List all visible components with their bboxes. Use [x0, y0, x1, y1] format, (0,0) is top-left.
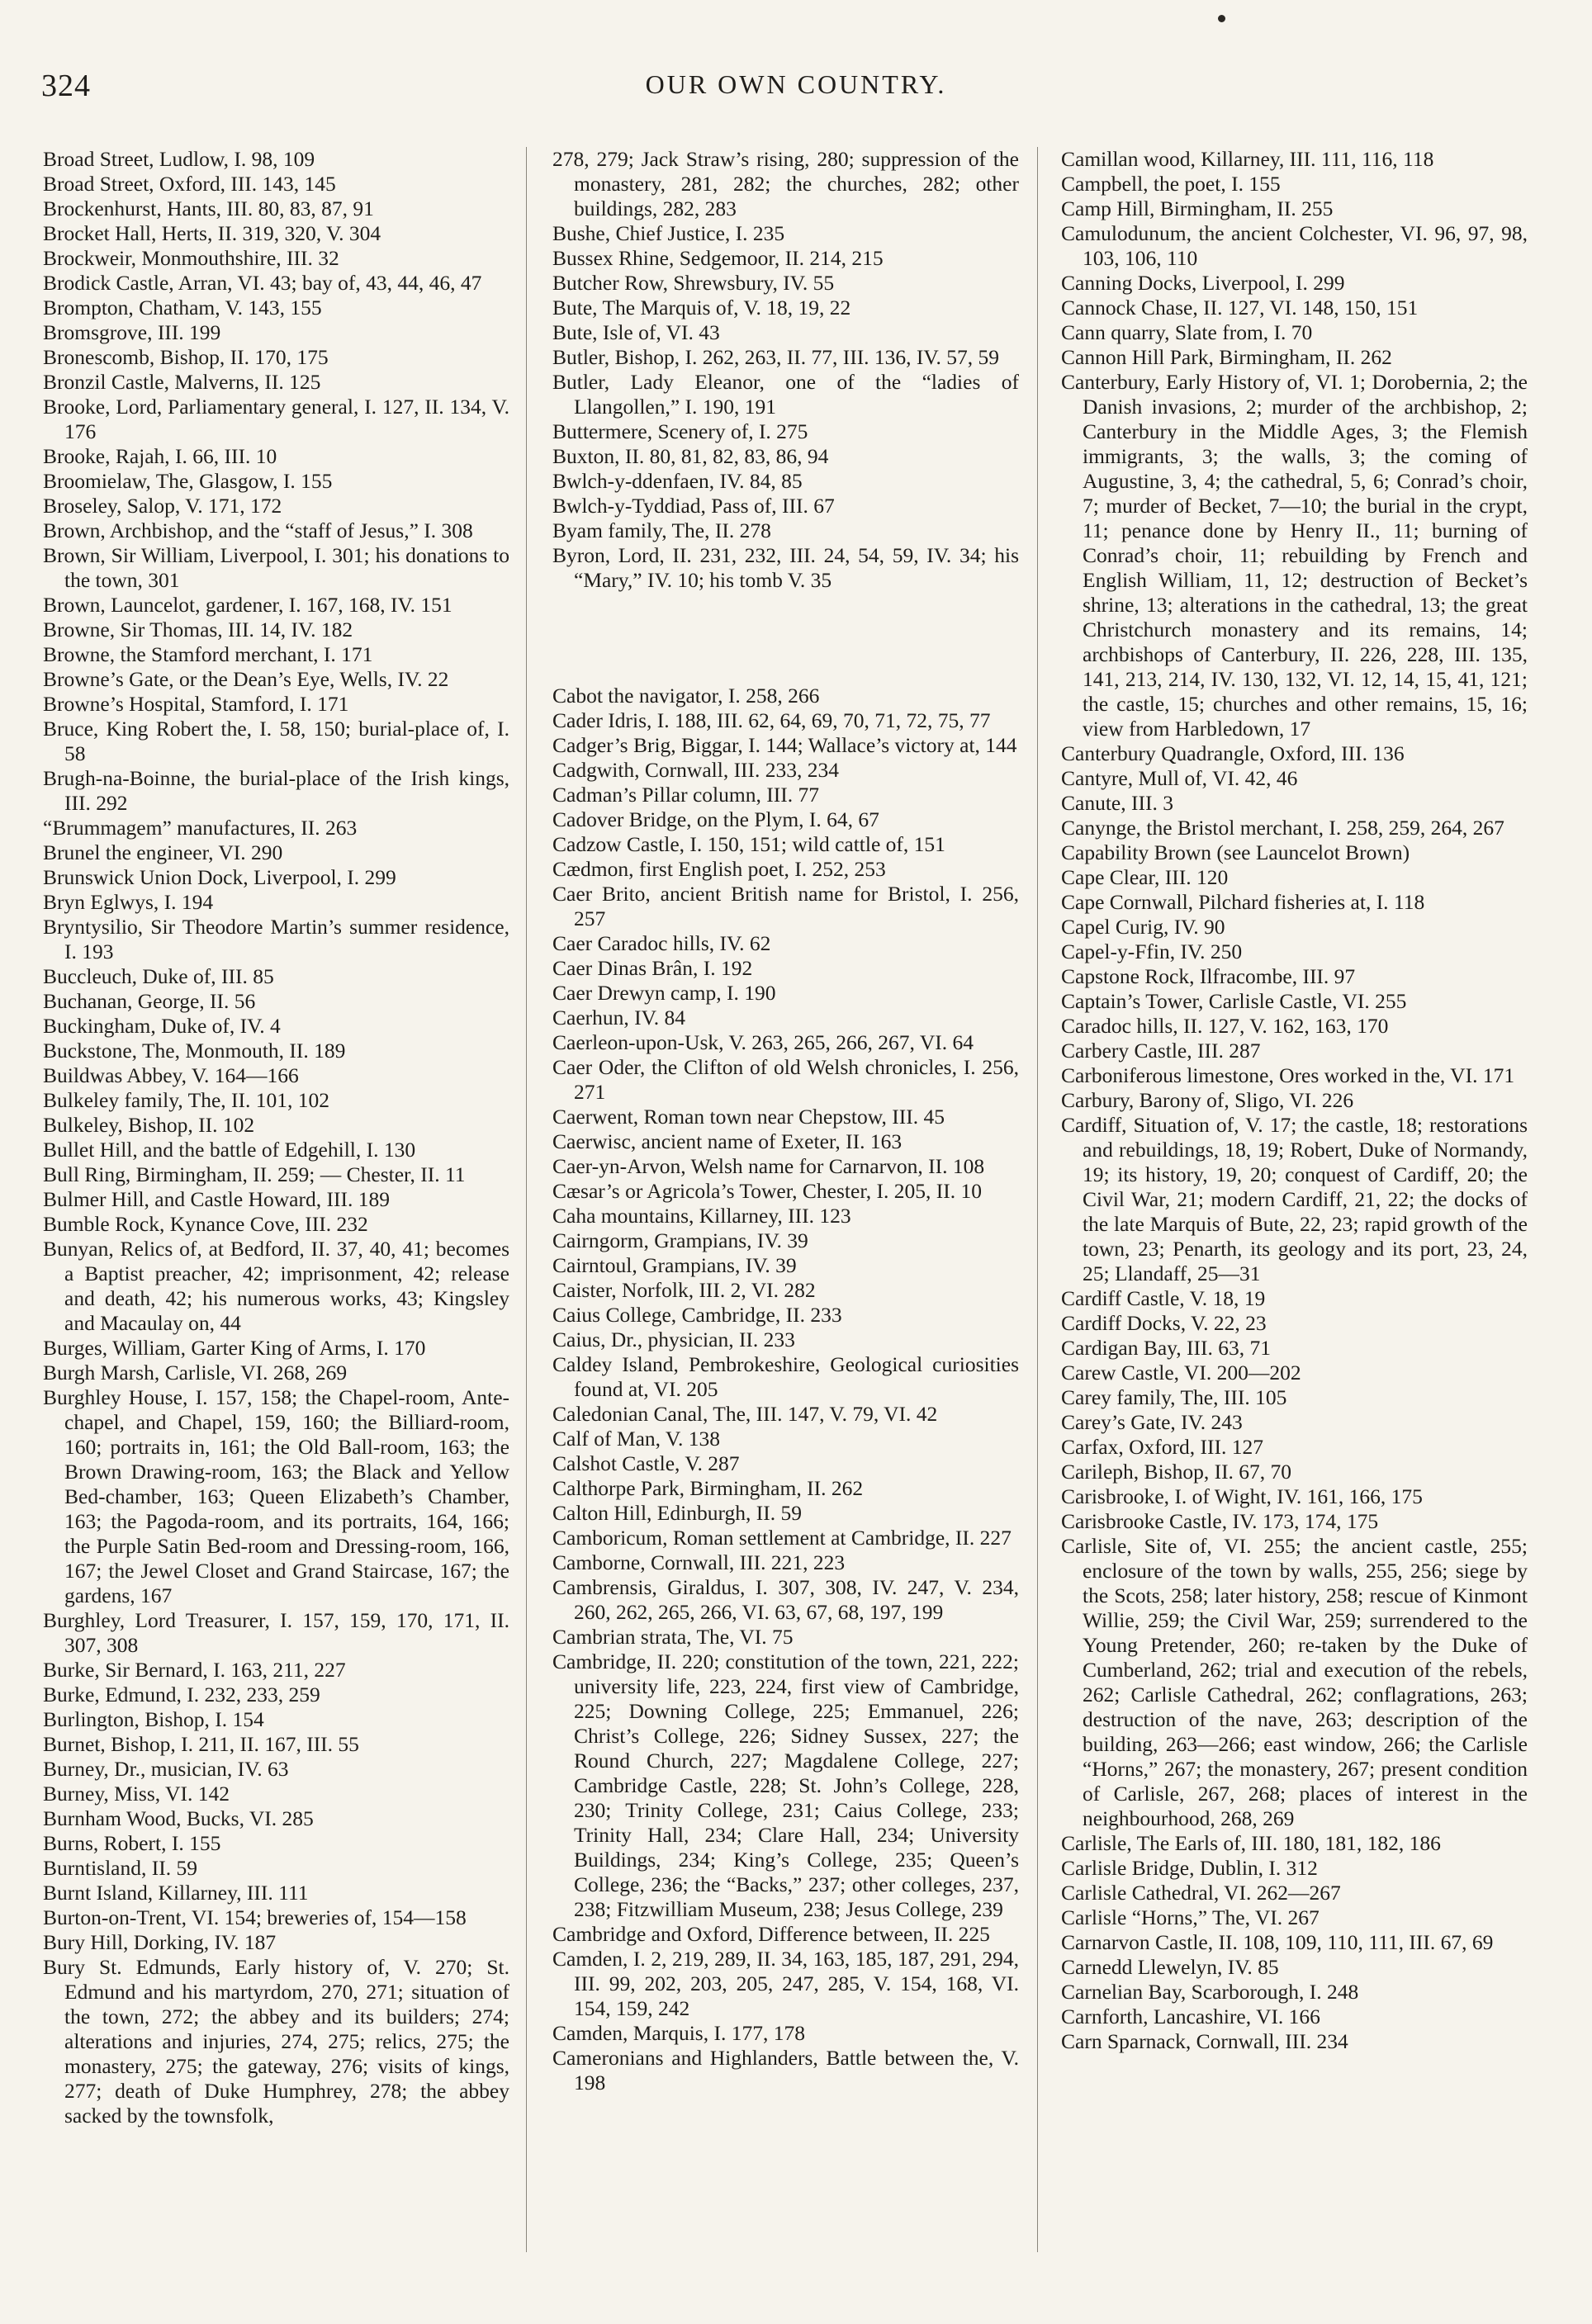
- index-entry: Cambridge and Oxford, Difference between, II. 225: [552, 1922, 990, 1946]
- index-entry: Burntisland, II. 59: [43, 1856, 197, 1880]
- index-entry: Canute, III. 3: [1061, 791, 1173, 815]
- index-entry: Carisbrooke, I. of Wight, IV. 161, 166, 175: [1061, 1484, 1423, 1508]
- index-entry: Caerleon-upon-Usk, V. 263, 265, 266, 267, VI. 64: [552, 1030, 974, 1054]
- ink-dot: [1218, 15, 1225, 22]
- index-entry: Brown, Archbishop, and the “staff of Jesus,” I. 308: [43, 518, 473, 542]
- index-entry: Cardiff, Situation of, V. 17; the castle, 18; restorations and rebuildings, 18, 19; Robert, Duke of Normandy, 19; its history, 19, 20; conquest of Cardiff, 20; the Civil War, 21; modern Cardiff, 21, 22; the docks of the late Marquis of Bute, 22, 23; rapid growth of the town, 23; Penarth, its geology and its port, 23, 24, 25; Llandaff, 25—31: [1061, 1113, 1528, 1285]
- index-entry: Caister, Norfolk, III. 2, VI. 282: [552, 1278, 816, 1302]
- index-entry: Buxton, II. 80, 81, 82, 83, 86, 94: [552, 444, 829, 468]
- index-entry: Carlisle Bridge, Dublin, I. 312: [1061, 1856, 1318, 1880]
- index-entry: Burton-on-Trent, VI. 154; breweries of, 154—158: [43, 1905, 467, 1929]
- index-entry: Canynge, the Bristol merchant, I. 258, 259, 264, 267: [1061, 816, 1504, 840]
- index-entry: 278, 279; Jack Straw’s rising, 280; suppression of the monastery, 281, 282; the churches, 282; other buildings, 282, 283: [552, 147, 1019, 220]
- index-entry: Cambrian strata, The, VI. 75: [552, 1625, 794, 1649]
- index-entry: Brunel the engineer, VI. 290: [43, 840, 283, 864]
- index-entry: Carnedd Llewelyn, IV. 85: [1061, 1955, 1279, 1979]
- index-entry: Carisbrooke Castle, IV. 173, 174, 175: [1061, 1509, 1379, 1533]
- index-entry: Cannock Chase, II. 127, VI. 148, 150, 151: [1061, 296, 1419, 319]
- index-entry: Brunswick Union Dock, Liverpool, I. 299: [43, 865, 396, 889]
- index-entry: Capstone Rock, Ilfracombe, III. 97: [1061, 964, 1356, 988]
- index-entry: Cape Cornwall, Pilchard fisheries at, I. 118: [1061, 890, 1425, 914]
- index-entry: Bulmer Hill, and Castle Howard, III. 189: [43, 1187, 390, 1211]
- index-entry: Buttermere, Scenery of, I. 275: [552, 419, 808, 443]
- index-entry: Caius College, Cambridge, II. 233: [552, 1303, 842, 1327]
- index-entry: Bunyan, Relics of, at Bedford, II. 37, 40, 41; becomes a Baptist preacher, 42; imprisonment, 42; release and death, 42; his numerous works, 43; Kingsley and Macaulay on, 44: [43, 1237, 509, 1335]
- index-entry: Caer-yn-Arvon, Welsh name for Carnarvon, II. 108: [552, 1154, 985, 1178]
- index-entry: Broad Street, Ludlow, I. 98, 109: [43, 147, 315, 171]
- index-entry: Bute, Isle of, VI. 43: [552, 320, 720, 344]
- index-entry: Calf of Man, V. 138: [552, 1427, 721, 1451]
- index-entry: Capel Curig, IV. 90: [1061, 915, 1225, 939]
- index-entry: Camp Hill, Birmingham, II. 255: [1061, 196, 1334, 220]
- index-entry: Bussex Rhine, Sedgemoor, II. 214, 215: [552, 246, 884, 270]
- index-entry: Calshot Castle, V. 287: [552, 1451, 740, 1475]
- index-entry: Burges, William, Garter King of Arms, I. 170: [43, 1336, 426, 1360]
- index-entry: Captain’s Tower, Carlisle Castle, VI. 255: [1061, 989, 1407, 1013]
- index-entry: Cadman’s Pillar column, III. 77: [552, 783, 819, 807]
- index-entry: Buildwas Abbey, V. 164—166: [43, 1063, 299, 1087]
- index-entry: Burns, Robert, I. 155: [43, 1831, 221, 1855]
- index-entry: Bury Hill, Dorking, IV. 187: [43, 1930, 277, 1954]
- index-entry: Burney, Miss, VI. 142: [43, 1782, 230, 1806]
- index-entry: Caerwisc, ancient name of Exeter, II. 163: [552, 1129, 903, 1153]
- index-entry: Cadger’s Brig, Biggar, I. 144; Wallace’s victory at, 144: [552, 733, 1017, 757]
- index-entry: Broseley, Salop, V. 171, 172: [43, 494, 282, 518]
- index-entry: Cadzow Castle, I. 150, 151; wild cattle of, 151: [552, 832, 945, 856]
- index-entry: Buckstone, The, Monmouth, II. 189: [43, 1039, 346, 1063]
- index-entry: Bruce, King Robert the, I. 58, 150; burial-place of, I. 58: [43, 717, 509, 765]
- index-entry: Cædmon, first English poet, I. 252, 253: [552, 857, 886, 881]
- index-entry: Carbery Castle, III. 287: [1061, 1039, 1261, 1063]
- index-entry: Browne’s Hospital, Stamford, I. 171: [43, 692, 349, 716]
- index-entry: Canterbury, Early History of, VI. 1; Dorobernia, 2; the Danish invasions, 2; murder of the archbishop, 2; Canterbury in the Middle Ages, 3; the Flemish immigrants, 3; the walls, 3; the coming of Augustine, 3, 4; the cathedral, 5, 6; Conrad’s choir, 7; murder of Becket, 7—10; the burial in the crypt, 11; penance done by Henry II., 11; burning of Conrad’s choir, 11; rebuilding by French and English William, 11, 12; destruction of Becket’s shrine, 13; alterations in the cathedral, 13; the great Christchurch monastery and its remains, 14; archbishops of Canterbury, II. 226, 228, III. 135, 141, 213, 214, IV. 130, 132, VI. 12, 14, 15, 41, 121; the castle, 15; churches and other remains, 15, 16; view from Harbledown, 17: [1061, 370, 1528, 741]
- index-entry: Cairngorm, Grampians, IV. 39: [552, 1228, 808, 1252]
- index-entry: Cannon Hill Park, Birmingham, II. 262: [1061, 345, 1392, 369]
- index-entry: Camborne, Cornwall, III. 221, 223: [552, 1550, 846, 1574]
- index-entry: Cape Clear, III. 120: [1061, 865, 1229, 889]
- index-entry: Campbell, the poet, I. 155: [1061, 172, 1281, 196]
- index-entry: Bryntysilio, Sir Theodore Martin’s summer residence, I. 193: [43, 915, 509, 963]
- index-column-2-b-entries: [552, 147, 1019, 593]
- index-entry: Burke, Sir Bernard, I. 163, 211, 227: [43, 1658, 346, 1682]
- index-entry: Broomielaw, The, Glasgow, I. 155: [43, 469, 333, 493]
- index-columns: [43, 147, 1562, 2285]
- index-entry: Caer Caradoc hills, IV. 62: [552, 931, 771, 955]
- index-entry: Brown, Sir William, Liverpool, I. 301; his donations to the town, 301: [43, 543, 509, 592]
- index-entry: Cardigan Bay, III. 63, 71: [1061, 1336, 1271, 1360]
- index-entry: Burghley House, I. 157, 158; the Chapel-room, Ante-chapel, and Chapel, 159, 160; the Billiard-room, 160; portraits in, 161; the Old Ball-room, 163; the Brown Drawing-room, 163; the Black and Yellow Bed-chamber, 163; Queen Elizabeth’s Chamber, 163; the Pagoda-room, and its portraits, 164, 166; the Purple Satin Bed-room and Dressing-room, 166, 167; the Jewel Closet and Grand Staircase, 167; the gardens, 167: [43, 1385, 509, 1607]
- index-entry: Camillan wood, Killarney, III. 111, 116, 118: [1061, 147, 1434, 171]
- index-entry: Carboniferous limestone, Ores worked in the, VI. 171: [1061, 1063, 1515, 1087]
- index-entry: Cæsar’s or Agricola’s Tower, Chester, I. 205, II. 10: [552, 1179, 983, 1203]
- index-entry: Browne, Sir Thomas, III. 14, IV. 182: [43, 618, 353, 641]
- index-entry: Carey family, The, III. 105: [1061, 1385, 1287, 1409]
- index-entry: Bryn Eglwys, I. 194: [43, 890, 214, 914]
- index-entry: Canterbury Quadrangle, Oxford, III. 136: [1061, 741, 1405, 765]
- index-entry: Bwlch-y-Tyddiad, Pass of, III. 67: [552, 494, 835, 518]
- index-entry: Brockenhurst, Hants, III. 80, 83, 87, 91: [43, 196, 374, 220]
- index-entry: Brooke, Lord, Parliamentary general, I. 127, II. 134, V. 176: [43, 395, 509, 443]
- index-entry: Camden, I. 2, 219, 289, II. 34, 163, 185, 187, 291, 294, III. 99, 202, 203, 205, 247, 285, V. 154, 168, VI. 154, 159, 242: [552, 1947, 1019, 2020]
- index-entry: Cadgwith, Cornwall, III. 233, 234: [552, 758, 840, 782]
- index-entry: Byam family, The, II. 278: [552, 518, 771, 542]
- index-entry: Bumble Rock, Kynance Cove, III. 232: [43, 1212, 368, 1236]
- index-entry: Capel-y-Ffin, IV. 250: [1061, 940, 1243, 963]
- index-entry: Carbury, Barony of, Sligo, VI. 226: [1061, 1088, 1354, 1112]
- index-column-1: [43, 147, 509, 2128]
- index-entry: Carlisle “Horns,” The, VI. 267: [1061, 1905, 1320, 1929]
- page-number: 324: [41, 69, 91, 103]
- index-entry: Calton Hill, Edinburgh, II. 59: [552, 1501, 802, 1525]
- index-entry: Carnelian Bay, Scarborough, I. 248: [1061, 1980, 1359, 2004]
- index-entry: Cann quarry, Slate from, I. 70: [1061, 320, 1313, 344]
- index-entry: Bullet Hill, and the battle of Edgehill, I. 130: [43, 1138, 416, 1162]
- index-entry: Carlisle, Site of, VI. 255; the ancient castle, 255; enclosure of the town by walls, 255, 256; siege by the Scots, 258; later history, 258; rescue of Kinmont Willie, 259; the Civil War, 259; surrendered to the Young Pretender, 260; re-taken by the Duke of Cumberland, 262; trial and execution of the rebels, 262; Carlisle Cathedral, 262; conflagrations, 263; destruction of the nave, 263; description of the building, 263—266; east window, 266; the Carlisle “Horns,” 267; the monastery, 267; present condition of Carlisle, 267, 268; places of interest in the neighbourhood, 268, 269: [1061, 1534, 1528, 1830]
- index-entry: Caius, Dr., physician, II. 233: [552, 1328, 795, 1351]
- index-entry: Bull Ring, Birmingham, II. 259; — Chester, II. 11: [43, 1162, 466, 1186]
- index-entry: Caer Oder, the Clifton of old Welsh chronicles, I. 256, 271: [552, 1055, 1019, 1104]
- index-entry: Cameronians and Highlanders, Battle between the, V. 198: [552, 2046, 1019, 2094]
- index-entry: Buccleuch, Duke of, III. 85: [43, 964, 274, 988]
- index-entry: Brodick Castle, Arran, VI. 43; bay of, 43, 44, 46, 47: [43, 271, 482, 295]
- index-entry: Burlington, Bishop, I. 154: [43, 1707, 264, 1731]
- index-entry: Camden, Marquis, I. 177, 178: [552, 2021, 805, 2045]
- index-entry: Brocket Hall, Herts, II. 319, 320, V. 304: [43, 221, 381, 245]
- index-entry: “Brummagem” manufactures, II. 263: [43, 816, 358, 840]
- index-entry: Burgh Marsh, Carlisle, VI. 268, 269: [43, 1361, 348, 1384]
- index-entry: Butcher Row, Shrewsbury, IV. 55: [552, 271, 835, 295]
- index-entry: Caerhun, IV. 84: [552, 1006, 686, 1029]
- index-entry: Bushe, Chief Justice, I. 235: [552, 221, 785, 245]
- index-entry: Carnforth, Lancashire, VI. 166: [1061, 2005, 1320, 2028]
- index-entry: Caldey Island, Pembrokeshire, Geological curiosities found at, VI. 205: [552, 1352, 1019, 1401]
- index-entry: Cadover Bridge, on the Plym, I. 64, 67: [552, 807, 879, 831]
- index-entry: Burghley, Lord Treasurer, I. 157, 159, 170, 171, II. 307, 308: [43, 1608, 509, 1657]
- index-entry: Browne’s Gate, or the Dean’s Eye, Wells, IV. 22: [43, 667, 449, 691]
- index-entry: Carlisle, The Earls of, III. 180, 181, 182, 186: [1061, 1831, 1441, 1855]
- index-entry: Bwlch-y-ddenfaen, IV. 84, 85: [552, 469, 803, 493]
- index-entry: Broad Street, Oxford, III. 143, 145: [43, 172, 336, 196]
- index-column-2-c-entries: [552, 684, 1019, 2095]
- running-head: OUR OWN COUNTRY.: [645, 69, 947, 99]
- index-entry: Carfax, Oxford, III. 127: [1061, 1435, 1264, 1459]
- index-entry: Bute, The Marquis of, V. 18, 19, 22: [552, 296, 851, 319]
- index-entry: Bury St. Edmunds, Early history of, V. 270; St. Edmund and his martyrdom, 270, 271; situation of the town, 272; the abbey and its builders; 274; alterations and injuries, 274, 275; relics, 275; the monastery, 275; the gateway, 276; visits of kings, 277; death of Duke Humphrey, 278; the abbey sacked by the townsfolk,: [43, 1955, 509, 2128]
- index-column-3: [1061, 147, 1528, 2054]
- index-column-2: [552, 147, 1019, 2095]
- index-entry: Brugh-na-Boinne, the burial-place of the Irish kings, III. 292: [43, 766, 509, 815]
- index-entry: Carlisle Cathedral, VI. 262—267: [1061, 1881, 1341, 1905]
- index-entry: Cambridge, II. 220; constitution of the town, 221, 222; university life, 223, 224, first view of Cambridge, 225; Downing College, 225; Emmanuel, 226; Christ’s College, 226; Sidney Sussex, 227; the Round Church, 227; Magdalene College, 227; Cambridge Castle, 228; St. John’s College, 228, 230; Trinity College, 231; Caius College, 233; Trinity Hall, 234; Clare Hall, 234; University Buildings, 234; King’s College, 235; Queen’s College, 236; the “Backs,” 237; other colleges, 237, 238; Fitzwilliam Museum, 238; Jesus College, 239: [552, 1650, 1019, 1921]
- index-entry: Caer Brito, ancient British name for Bristol, I. 256, 257: [552, 882, 1019, 930]
- index-entry: Burnet, Bishop, I. 211, II. 167, III. 55: [43, 1732, 359, 1756]
- index-entry: Bronzil Castle, Malverns, II. 125: [43, 370, 321, 394]
- index-entry: Cantyre, Mull of, VI. 42, 46: [1061, 766, 1298, 790]
- index-entry: Brompton, Chatham, V. 143, 155: [43, 296, 322, 319]
- index-entry: Cambrensis, Giraldus, I. 307, 308, IV. 247, V. 234, 260, 262, 265, 266, VI. 63, 67, 68, 197, 199: [552, 1575, 1019, 1624]
- index-entry: Camboricum, Roman settlement at Cambridge, II. 227: [552, 1526, 1012, 1550]
- index-entry: Carn Sparnack, Cornwall, III. 234: [1061, 2029, 1348, 2053]
- index-entry: Caha mountains, Killarney, III. 123: [552, 1204, 851, 1228]
- index-entry: Cardiff Castle, V. 18, 19: [1061, 1286, 1266, 1310]
- index-entry: Bulkeley, Bishop, II. 102: [43, 1113, 255, 1137]
- index-entry: Brooke, Rajah, I. 66, III. 10: [43, 444, 277, 468]
- index-entry: Burnham Wood, Bucks, VI. 285: [43, 1806, 314, 1830]
- index-entry: Carey’s Gate, IV. 243: [1061, 1410, 1243, 1434]
- index-entry: Bronescomb, Bishop, II. 170, 175: [43, 345, 329, 369]
- letter-gap: [552, 593, 1019, 684]
- index-entry: Carew Castle, VI. 200—202: [1061, 1361, 1301, 1384]
- index-entry: Brockweir, Monmouthshire, III. 32: [43, 246, 339, 270]
- index-entry: Butler, Lady Eleanor, one of the “ladies of Llangollen,” I. 190, 191: [552, 370, 1019, 419]
- index-entry: Canning Docks, Liverpool, I. 299: [1061, 271, 1345, 295]
- index-entry: Burke, Edmund, I. 232, 233, 259: [43, 1683, 320, 1706]
- index-entry: Burney, Dr., musician, IV. 63: [43, 1757, 289, 1781]
- index-entry: Caerwent, Roman town near Chepstow, III. 45: [552, 1105, 945, 1129]
- index-entry: Caradoc hills, II. 127, V. 162, 163, 170: [1061, 1014, 1389, 1038]
- index-entry: Bromsgrove, III. 199: [43, 320, 221, 344]
- index-entry: Browne, the Stamford merchant, I. 171: [43, 642, 373, 666]
- index-entry: Cardiff Docks, V. 22, 23: [1061, 1311, 1267, 1335]
- index-entry: Cader Idris, I. 188, III. 62, 64, 69, 70, 71, 72, 75, 77: [552, 708, 991, 732]
- index-entry: Cabot the navigator, I. 258, 266: [552, 684, 820, 708]
- index-entry: Butler, Bishop, I. 262, 263, II. 77, III. 136, IV. 57, 59: [552, 345, 1000, 369]
- index-entry: Burnt Island, Killarney, III. 111: [43, 1881, 309, 1905]
- index-entry: Capability Brown (see Launcelot Brown): [1061, 840, 1410, 864]
- index-entry: Caledonian Canal, The, III. 147, V. 79, VI. 42: [552, 1402, 938, 1426]
- index-entry: Bulkeley family, The, II. 101, 102: [43, 1088, 330, 1112]
- index-entry: Caer Dinas Brân, I. 192: [552, 956, 753, 980]
- index-entry: Calthorpe Park, Birmingham, II. 262: [552, 1476, 864, 1500]
- index-entry: Caer Drewyn camp, I. 190: [552, 981, 776, 1005]
- index-entry: Byron, Lord, II. 231, 232, III. 24, 54, 59, IV. 34; his “Mary,” IV. 10; his tomb V. 35: [552, 543, 1019, 592]
- index-entry: Camulodunum, the ancient Colchester, VI. 96, 97, 98, 103, 106, 110: [1061, 221, 1528, 270]
- index-entry: Cairntoul, Grampians, IV. 39: [552, 1253, 797, 1277]
- index-entry: Carnarvon Castle, II. 108, 109, 110, 111, III. 67, 69: [1061, 1930, 1494, 1954]
- index-entry: Buckingham, Duke of, IV. 4: [43, 1014, 281, 1038]
- index-entry: Buchanan, George, II. 56: [43, 989, 256, 1013]
- index-entry: Carileph, Bishop, II. 67, 70: [1061, 1460, 1292, 1484]
- index-entry: Brown, Launcelot, gardener, I. 167, 168, IV. 151: [43, 593, 452, 617]
